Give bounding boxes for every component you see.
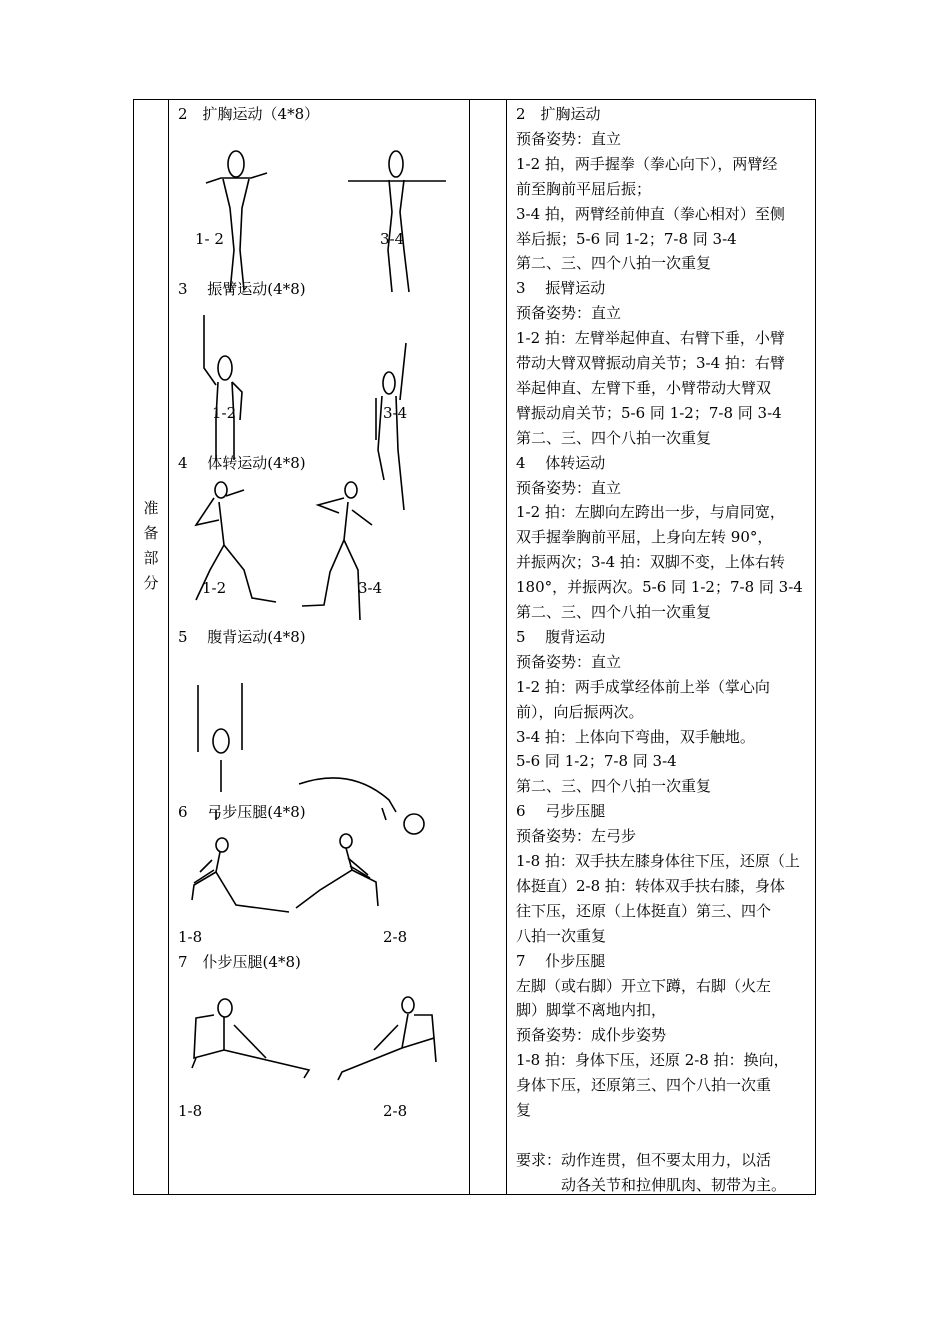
- description-line: 带动大臂双臂振动肩关节；3-4 拍：右臂: [516, 354, 785, 372]
- description-line: 预备姿势：直立: [516, 652, 622, 671]
- description-line: 1-8 拍：双手扶左膝身体往下压，还原（上: [516, 852, 800, 870]
- exercise-3-title: 3 振臂运动(4*8): [178, 280, 306, 298]
- description-line: 3-4 拍：上体向下弯曲，双手触地。: [516, 727, 755, 746]
- description-line: 5 腹背运动: [516, 627, 606, 646]
- waist-back-figure-2: [299, 778, 424, 834]
- waist-back-figure-1: [198, 683, 242, 820]
- description-line: 6 弓步压腿: [516, 802, 606, 821]
- arm-swing-figure-2: [376, 343, 406, 510]
- description-line: 脚）脚掌不离地内扣，: [516, 1001, 667, 1020]
- description-line: 7 仆步压腿: [516, 951, 606, 970]
- description-line: 4 体转运动: [516, 453, 606, 472]
- description-line: 5-6 同 1-2；7-8 同 3-4: [516, 752, 677, 771]
- description-line: 第二、三、四个八拍一次重复: [516, 603, 712, 621]
- description-line: 3-4 拍，两臂经前伸直（拳心相对）至侧: [516, 204, 785, 223]
- description-line: 要求：动作连贯，但不要太用力，以活: [516, 1150, 772, 1169]
- description-line: 举起伸直、左臂下垂，小臂带动大臂双: [516, 378, 772, 397]
- description-line: 前至胸前平屈后振；: [516, 179, 652, 198]
- description-line: 臂振动肩关节；5-6 同 1-2；7-8 同 3-4: [516, 403, 782, 422]
- beat-label: 3-4: [358, 579, 383, 597]
- description-line: 预备姿势：直立: [516, 478, 622, 497]
- description-line: 并振两次；3-4 拍：双脚不变，上体右转: [516, 553, 785, 572]
- description-line: 1-2 拍：两手成掌经体前上举（掌心向: [516, 677, 770, 696]
- description-line: 动各关节和拉伸肌肉、韧带为主。: [516, 1175, 787, 1194]
- description-line: 八拍一次重复: [516, 926, 607, 945]
- exercise-6-title: 6 弓步压腿(4*8): [178, 803, 306, 821]
- description-line: 往下压，还原（上体挺直）第三、四个: [516, 901, 772, 920]
- beat-label: 1-2: [202, 579, 227, 597]
- description-line: 180°，并振两次。5-6 同 1-2；7-8 同 3-4: [516, 578, 803, 597]
- description-line: 1-2 拍，两手握拳（拳心向下），两臂经: [516, 154, 778, 173]
- description-line: 2 扩胸运动: [516, 105, 601, 123]
- exercise-illustrations: [134, 100, 817, 1196]
- lunge-press-figure-2: [296, 834, 378, 908]
- exercise-4-title: 4 体转运动(4*8): [178, 454, 306, 472]
- beat-label: 1-2: [212, 404, 237, 422]
- beat-label: 1- 2: [195, 230, 224, 248]
- description-line: 预备姿势：左弓步: [516, 827, 637, 846]
- description-line: 身体下压，还原第三、四个八拍一次重: [516, 1076, 772, 1095]
- exercise-5-title: 5 腹背运动(4*8): [178, 628, 306, 646]
- crouch-press-figure-1: [192, 999, 309, 1078]
- description-line: 1-2 拍：左臂举起伸直、右臂下垂，小臂: [516, 329, 785, 348]
- arm-swing-figure-1: [204, 315, 242, 460]
- description-line: 双手握拳胸前平屈，上身向左转 90°，: [516, 528, 773, 547]
- exercise-2-title: 2 扩胸运动（4*8）: [178, 105, 320, 123]
- beat-label: 1-8: [178, 928, 203, 946]
- description-line: 第二、三、四个八拍一次重复: [516, 777, 712, 796]
- description-line: 前），向后振两次。: [516, 702, 644, 721]
- description-line: 1-8 拍：身体下压，还原 2-8 拍：换向，: [516, 1051, 789, 1070]
- lunge-press-figure-1: [192, 838, 289, 912]
- beat-label: 2-8: [383, 1102, 408, 1120]
- description-line: 举后振；5-6 同 1-2；7-8 同 3-4: [516, 229, 737, 248]
- chest-expansion-figure-1: [206, 151, 267, 292]
- description-line: 预备姿势：直立: [516, 129, 622, 148]
- description-line: 第二、三、四个八拍一次重复: [516, 254, 712, 273]
- description-line: 左脚（或右脚）开立下蹲，右脚（火左: [516, 976, 772, 995]
- description-line: 3 振臂运动: [516, 279, 606, 298]
- description-line: 第二、三、四个八拍一次重复: [516, 428, 712, 447]
- description-line: 体挺直）2-8 拍：转体双手扶右膝，身体: [516, 876, 785, 895]
- trunk-rotation-figure-2: [302, 482, 372, 620]
- section-label: 准 备 部 分: [143, 499, 159, 592]
- beat-label: 3-4: [383, 404, 408, 422]
- description-line: 1-2 拍：左脚向左跨出一步，与肩同宽，: [516, 503, 785, 522]
- crouch-press-figure-2: [338, 997, 436, 1080]
- exercise-7-title: 7 仆步压腿(4*8): [178, 953, 301, 971]
- beat-label: 1-8: [178, 1102, 203, 1120]
- description-line: 预备姿势：成仆步姿势: [516, 1026, 667, 1045]
- chest-expansion-figure-2: [348, 151, 446, 292]
- lesson-table: [133, 99, 816, 1195]
- description-line: 预备姿势：直立: [516, 304, 622, 323]
- beat-label: 3-4: [380, 230, 405, 248]
- description-line: 复: [516, 1101, 532, 1119]
- beat-label: 2-8: [383, 928, 408, 946]
